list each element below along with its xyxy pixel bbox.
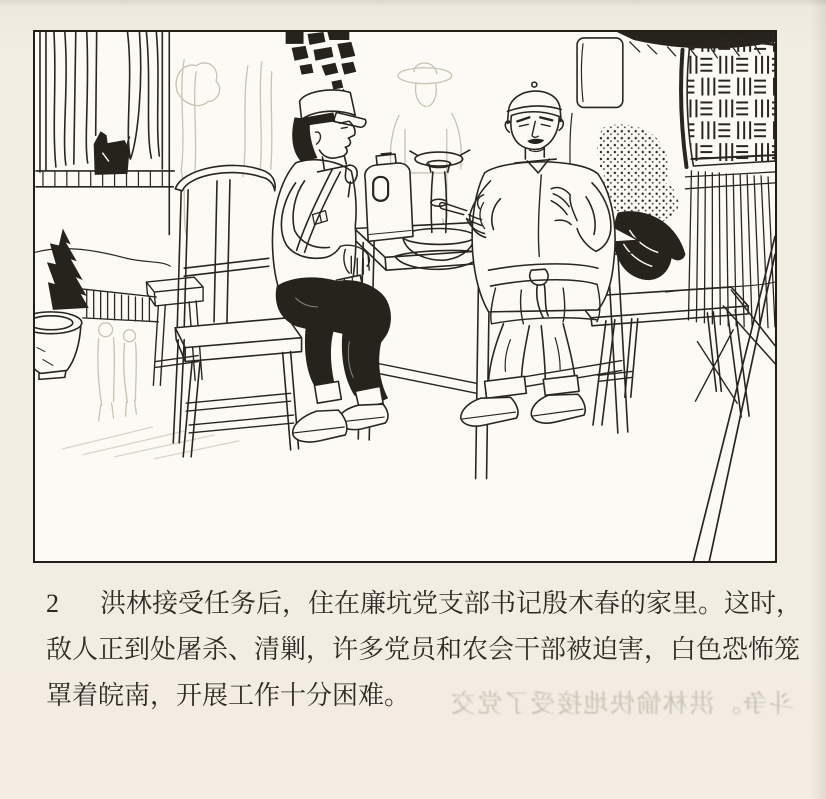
jug — [365, 153, 413, 241]
panel-number: 2 — [46, 589, 59, 618]
illustration-panel — [33, 30, 777, 563]
caption-text-2: 敌人正到处屠杀、清剿，许多党员和农会干部被迫害，白色恐怖笼 — [46, 635, 801, 664]
bleed-through-text: 斗争。洪林愉快地接受了党交 — [449, 691, 794, 718]
page-edge-shade-top — [0, 0, 826, 7]
shrub — [47, 229, 89, 310]
illustration-svg — [35, 32, 775, 561]
page-edge-shade-right — [810, 0, 826, 799]
caption-line-2 — [46, 632, 801, 678]
caption-line-1 — [46, 586, 803, 632]
window-with-curtains — [35, 32, 174, 266]
stick-bundle — [685, 171, 775, 328]
long-bench — [575, 287, 749, 425]
caption-text-1: 洪林接受任务后，住在廉坑党支部书记殷木春的家里。这时， — [100, 589, 803, 618]
caption-text-3: 罩着皖南，开展工作十分困难。 — [46, 681, 411, 710]
clay-basin — [35, 312, 82, 379]
villager-with-round-cap — [440, 82, 615, 426]
woven-basket — [681, 39, 775, 167]
dark-shape-in-window — [94, 131, 130, 175]
peaked-cap — [300, 90, 366, 127]
